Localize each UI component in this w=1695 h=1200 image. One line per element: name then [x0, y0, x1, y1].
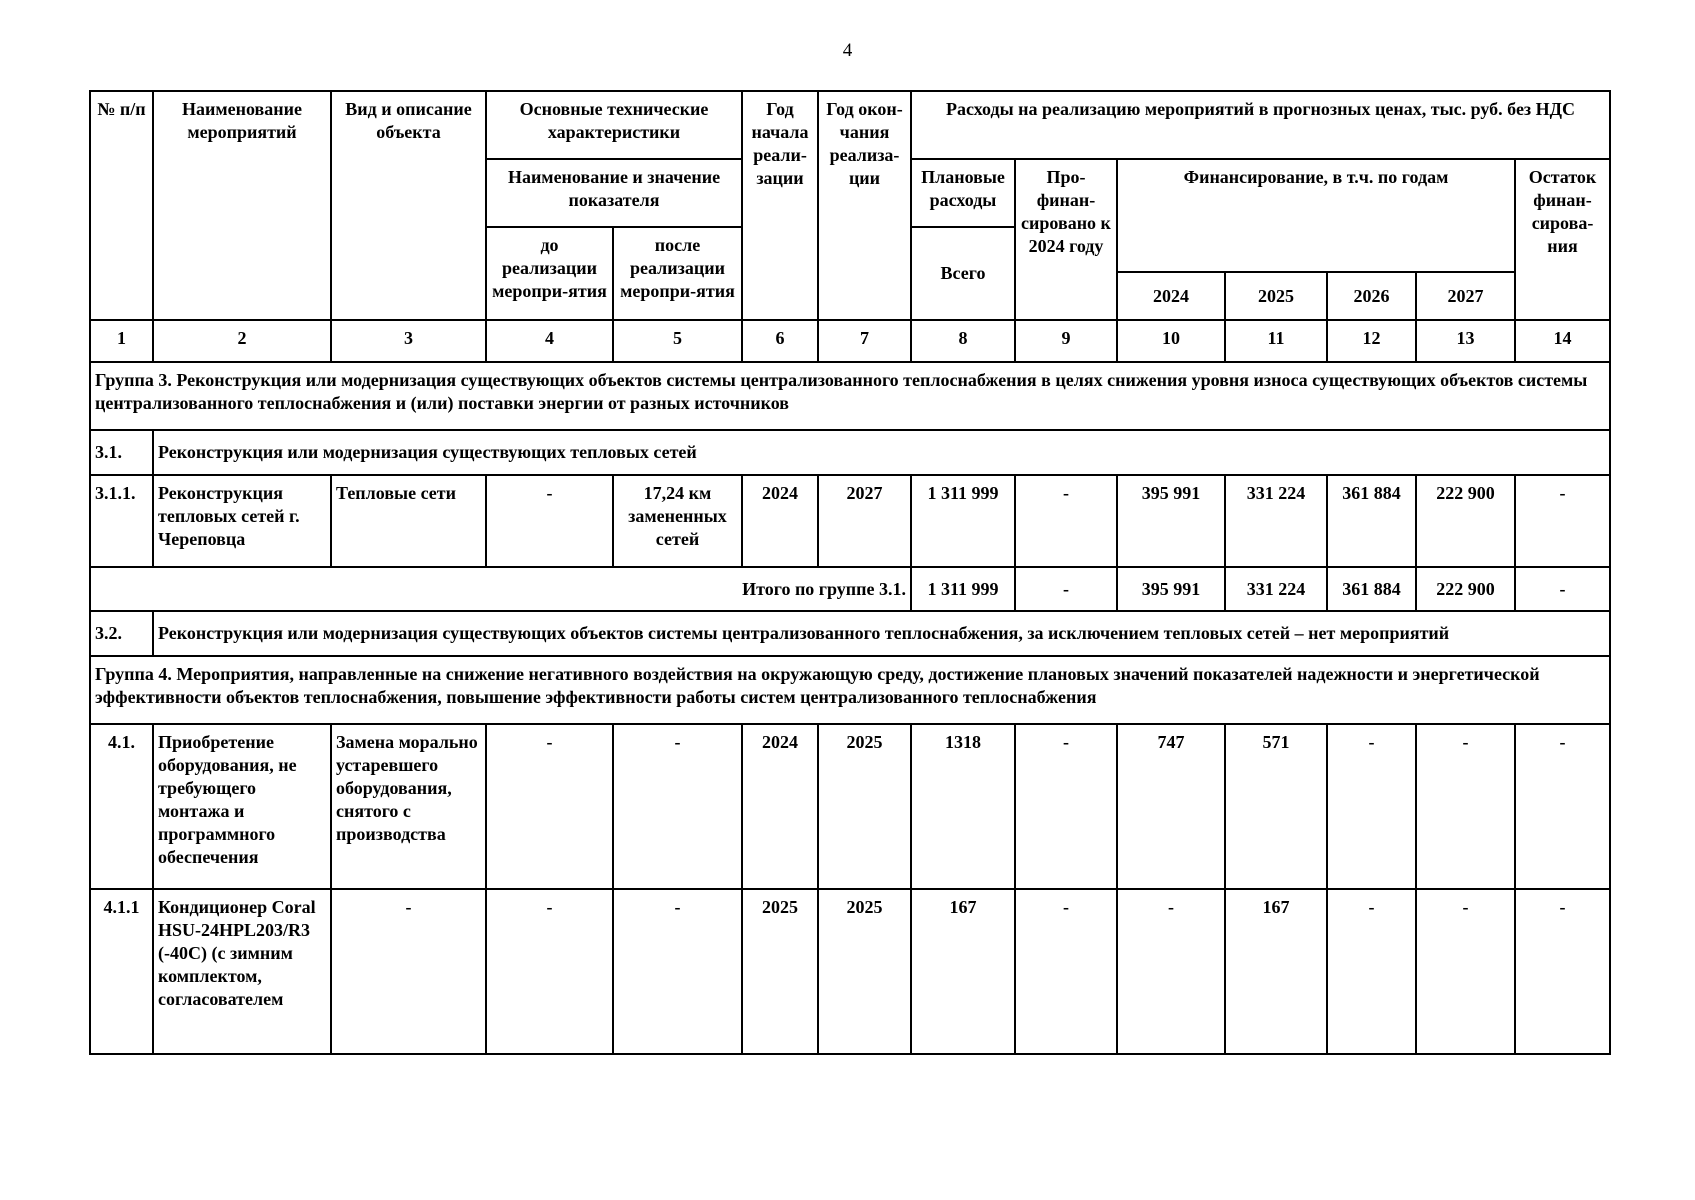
financing-2027: 222 900 — [1416, 475, 1515, 567]
value-before: - — [486, 889, 613, 1054]
value-before: - — [486, 724, 613, 889]
activity-name: Кондиционер Coral HSU-24HPL203/R3 (-40С) (с зимним комплектом, согласователем — [153, 889, 331, 1054]
header-financing-by-years: Финансирование, в т.ч. по годам — [1117, 159, 1515, 272]
financing-2025: 331 224 — [1225, 567, 1327, 611]
col-number: 5 — [613, 320, 742, 362]
subgroup-3-2-row — [90, 611, 1610, 656]
object-description: Тепловые сети — [331, 475, 486, 567]
remainder: - — [1515, 475, 1610, 567]
value-after: - — [613, 724, 742, 889]
header-year-2025: 2025 — [1225, 272, 1327, 320]
table-row — [90, 475, 1610, 567]
subgroup-title: Реконструкция или модернизация существующих объектов системы централизованного теплоснабжения, за исключением тепловых сетей – нет мероприятий — [153, 611, 1610, 656]
financing-2027: - — [1416, 724, 1515, 889]
header-year-2027: 2027 — [1416, 272, 1515, 320]
financed-before: - — [1015, 475, 1117, 567]
planned-total: 1318 — [911, 724, 1015, 889]
value-after: - — [613, 889, 742, 1054]
subgroup-number: 3.2. — [90, 611, 153, 656]
planned-total: 1 311 999 — [911, 475, 1015, 567]
subgroup-title: Реконструкция или модернизация существующих тепловых сетей — [153, 430, 1610, 475]
remainder: - — [1515, 889, 1610, 1054]
col-number: 10 — [1117, 320, 1225, 362]
header-after: после реализации меропри-ятия — [613, 227, 742, 320]
financing-2024: - — [1117, 889, 1225, 1054]
subtotal-label: Итого по группе 3.1. — [90, 567, 911, 611]
end-year: 2025 — [818, 724, 911, 889]
planned-total: 167 — [911, 889, 1015, 1054]
financing-2026: - — [1327, 724, 1416, 889]
header-end-year: Год окон-чания реализа-ции — [818, 91, 911, 320]
col-number: 13 — [1416, 320, 1515, 362]
header-total: Всего — [911, 227, 1015, 320]
financing-2026: 361 884 — [1327, 475, 1416, 567]
object-description: Замена морально устаревшего оборудования, снятого с производства — [331, 724, 486, 889]
activity-name: Приобретение оборудования, не требующего монтажа и программного обеспечения — [153, 724, 331, 889]
financing-2025: 571 — [1225, 724, 1327, 889]
header-before: до реализации меропри-ятия — [486, 227, 613, 320]
value-before: - — [486, 475, 613, 567]
object-description: - — [331, 889, 486, 1054]
page-number: 4 — [842, 40, 853, 61]
start-year: 2024 — [742, 475, 818, 567]
header-financed-before-2024: Про-финан-сировано к 2024 году — [1015, 159, 1117, 320]
end-year: 2027 — [818, 475, 911, 567]
end-year: 2025 — [818, 889, 911, 1054]
col-number: 1 — [90, 320, 153, 362]
subgroup-3-1-row — [90, 430, 1610, 475]
header-activity-name: Наименование мероприятий — [153, 91, 331, 320]
financing-2024: 395 991 — [1117, 567, 1225, 611]
header-remainder: Остаток финан-сирова-ния — [1515, 159, 1610, 320]
group-3-title: Группа 3. Реконструкция или модернизация существующих объектов системы централизованного теплоснабжения в целях снижения уровня износа существующих объектов системы централизованного теплоснабжения и (или) поставки энергии от разных источников — [90, 362, 1610, 430]
col-number: 6 — [742, 320, 818, 362]
header-year-2026: 2026 — [1327, 272, 1416, 320]
value-after: 17,24 км замененных сетей — [613, 475, 742, 567]
planned-total: 1 311 999 — [911, 567, 1015, 611]
header-planned: Плановые расходы — [911, 159, 1015, 227]
activity-name: Реконструкция тепловых сетей г. Череповца — [153, 475, 331, 567]
financing-2027: - — [1416, 889, 1515, 1054]
header-object-description: Вид и описание объекта — [331, 91, 486, 320]
financed-before: - — [1015, 724, 1117, 889]
subgroup-number: 3.1. — [90, 430, 153, 475]
col-number: 2 — [153, 320, 331, 362]
remainder: - — [1515, 724, 1610, 889]
col-number: 7 — [818, 320, 911, 362]
financing-2025: 331 224 — [1225, 475, 1327, 567]
financing-2027: 222 900 — [1416, 567, 1515, 611]
col-number: 8 — [911, 320, 1015, 362]
start-year: 2024 — [742, 724, 818, 889]
start-year: 2025 — [742, 889, 818, 1054]
table-row — [90, 724, 1610, 889]
row-number: 4.1. — [90, 724, 153, 889]
col-number: 11 — [1225, 320, 1327, 362]
column-numbers-row — [90, 320, 1610, 362]
col-number: 4 — [486, 320, 613, 362]
row-number: 3.1.1. — [90, 475, 153, 567]
col-number: 12 — [1327, 320, 1416, 362]
header-number: № п/п — [90, 91, 153, 320]
financed-before: - — [1015, 889, 1117, 1054]
header-indicator: Наименование и значение показателя — [486, 159, 742, 227]
activities-table — [89, 90, 1611, 1055]
subtotal-row — [90, 567, 1610, 611]
group-4-row — [90, 656, 1610, 724]
group-3-row — [90, 362, 1610, 430]
financing-2026: 361 884 — [1327, 567, 1416, 611]
header-year-2024: 2024 — [1117, 272, 1225, 320]
remainder: - — [1515, 567, 1610, 611]
financed-before: - — [1015, 567, 1117, 611]
financing-2025: 167 — [1225, 889, 1327, 1054]
header-tech-characteristics: Основные технические характеристики — [486, 91, 742, 159]
financing-2024: 395 991 — [1117, 475, 1225, 567]
header-start-year: Год начала реали-зации — [742, 91, 818, 320]
header-expenses: Расходы на реализацию мероприятий в прогнозных ценах, тыс. руб. без НДС — [911, 91, 1610, 159]
group-4-title: Группа 4. Мероприятия, направленные на снижение негативного воздействия на окружающую среду, достижение плановых значений показателей надежности и энергетической эффективности объектов теплоснабжения, повышение эффективности работы систем централизованного теплоснабжения — [90, 656, 1610, 724]
table-row — [90, 889, 1610, 1054]
row-number: 4.1.1 — [90, 889, 153, 1054]
financing-2024: 747 — [1117, 724, 1225, 889]
col-number: 3 — [331, 320, 486, 362]
financing-2026: - — [1327, 889, 1416, 1054]
col-number: 9 — [1015, 320, 1117, 362]
col-number: 14 — [1515, 320, 1610, 362]
